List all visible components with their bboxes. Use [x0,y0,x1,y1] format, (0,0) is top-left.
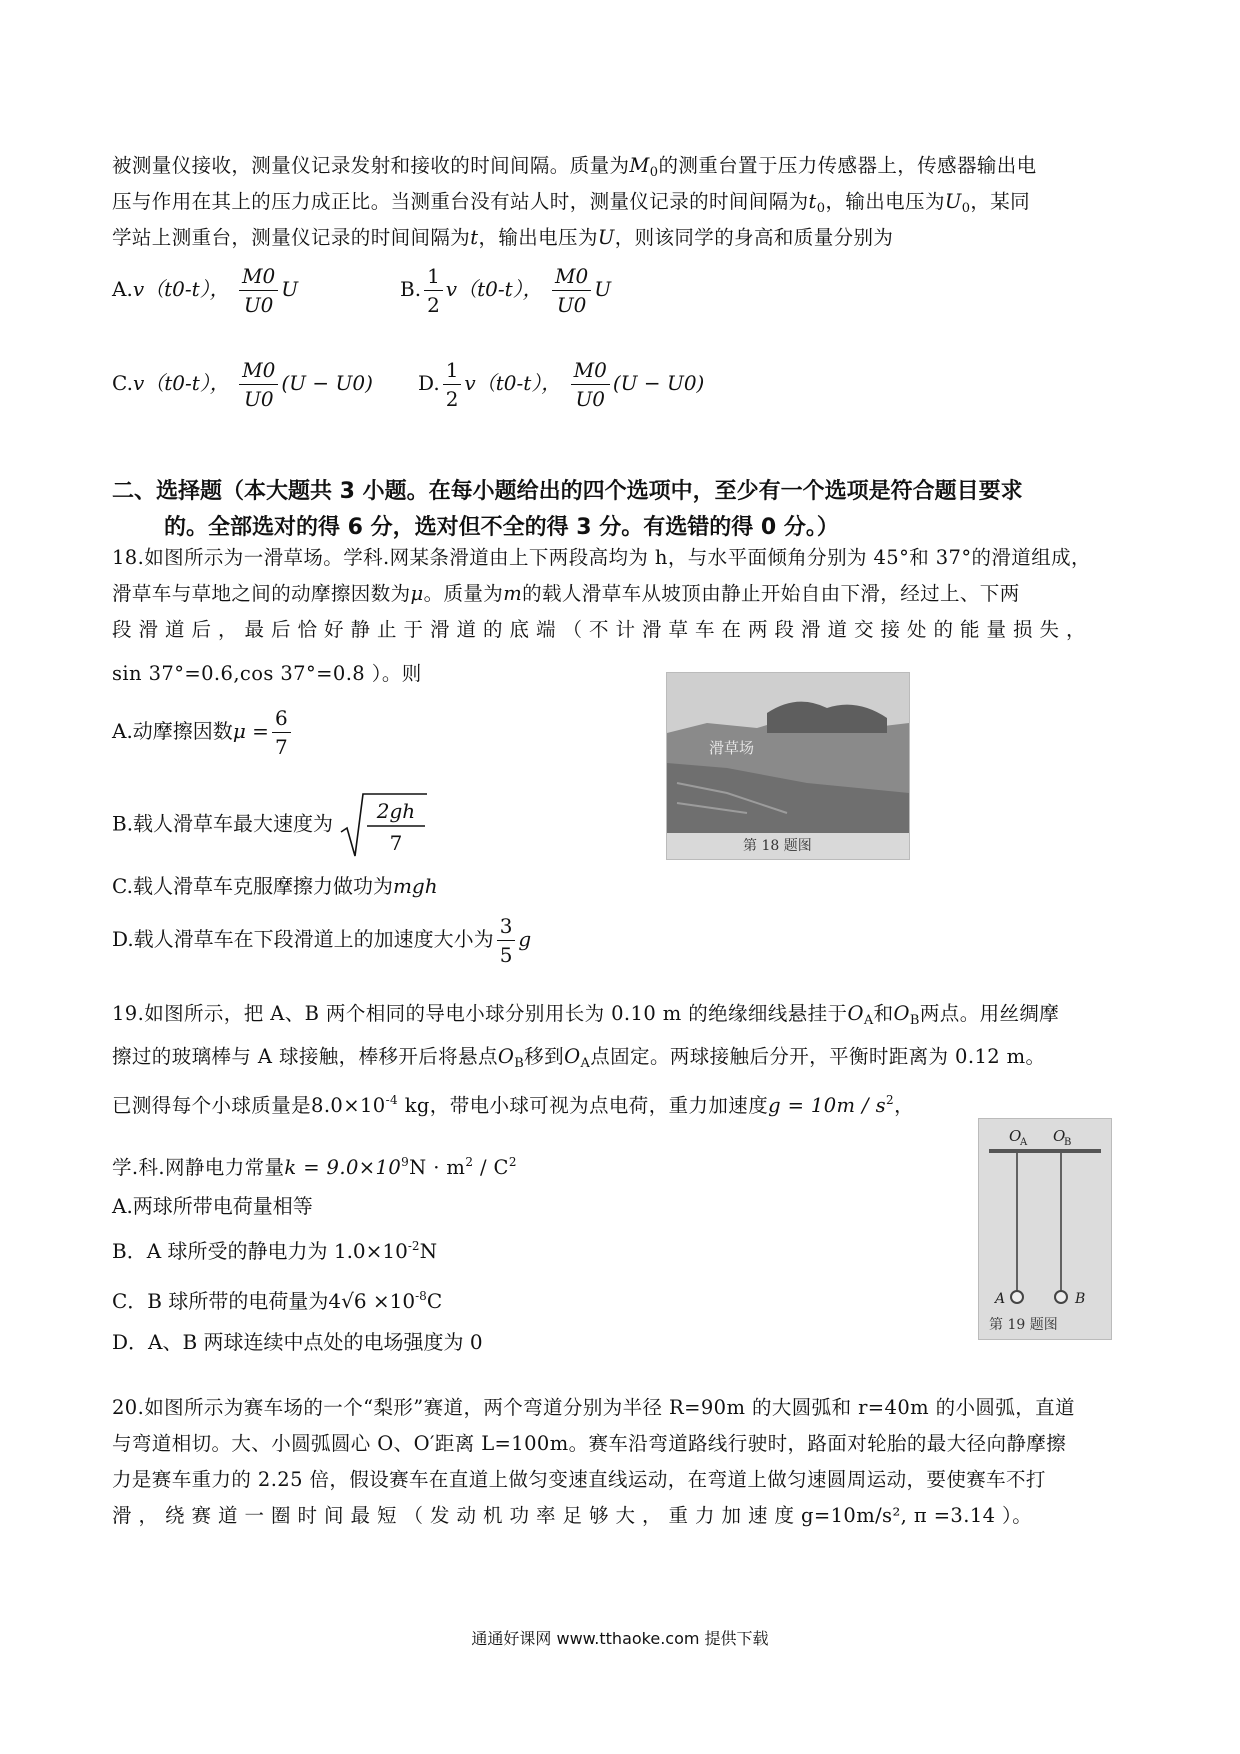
label-oa-sub: A [1020,1137,1028,1148]
half-fraction: $\frac{1}{2}$ [424,262,443,319]
q18-option-d: D.载人滑草车在下段滑道上的加速度大小为 $\frac{3}{5}$ g [112,914,532,967]
mass-fraction: $\frac{M0}{U0}$ [552,262,591,319]
q17-option-b: B. $\frac{1}{2}$ v（t0-t）， $\frac{M0}{U0}$ U [400,264,612,317]
sqrt-expression [339,790,429,860]
label-ob: O [1053,1127,1066,1145]
q17-option-a: A.v（t0-t）， $\frac{M0}{U0}$ U [112,264,299,317]
ball-b-label: B [1075,1291,1086,1307]
q18-option-a: A.动摩擦因数μ = $\frac{6}{7}$ [112,704,294,761]
sqrt-denominator: 7 [390,831,403,855]
friction-fraction: $\frac{6}{7}$ [272,704,291,761]
figure-19-caption: 第 19 题图 [989,1317,1058,1333]
hillside-photo-icon [667,673,909,833]
accel-fraction: $\frac{3}{5}$ [497,912,516,969]
grass-field-sign: 滑草场 [709,739,755,757]
mass-fraction: $\frac{M0}{U0}$ [239,356,278,413]
q18-option-c: C.载人滑草车克服摩擦力做功为mgh [112,874,438,898]
q19-constants-2: 学.科.网静电力常量$k = 9.0\times 10^9N \cdot m^2 / C^2$ [112,1155,517,1179]
hanging-balls-diagram-icon [979,1119,1111,1339]
q18-option-b: B.载人滑草车最大速度为 2gh 7 [112,790,429,860]
q19-option-a: A.两球所带电荷量相等 [112,1194,313,1218]
grass-slide-photo [666,672,910,860]
half-fraction: $\frac{1}{2}$ [443,356,462,413]
intro-line-3: 学站上测重台，测量仪记录的时间间隔为t，输出电压为U，则该同学的身高和质量分别为 [112,226,894,249]
q18-stem: 18.如图所示为一滑草场。学科.网某条滑道由上下两段高均为 h，与水平面倾角分别为 45°和 37°的滑道组成， 滑草车与草地之间的动摩擦因数为μ。质量为m的载人滑草车从坡顶由静止开始自由下滑，经过上、下两 段 滑 道 后 ， 最 后 恰 好 静 止 于 滑 道 的 底 端 （ 不 计 滑 草 车 在 两 段 滑 道 交 接 处 的 能 量 损 失 ， [112,546,1091,641]
figure-18-caption: 第 18 题图 [743,838,812,854]
sqrt-symbol-icon [339,790,429,860]
q19-option-d: D．A、B 两球连续中点处的电场强度为 0 [112,1330,483,1354]
q19-option-b: B．A 球所受的静电力为 $1.0\times 10^{-2}N$ [112,1239,438,1263]
intro-line-2: 压与作用在其上的压力成正比。当测重台没有站人时，测量仪记录的时间间隔为$t_0$，输出电压为$U_0$，某同 [112,190,1031,216]
label-ob-sub: B [1064,1137,1072,1148]
mass-fraction: $\frac{M0}{U0}$ [571,356,610,413]
ball-a-label: A [995,1291,1006,1307]
pendulum-figure [978,1118,1112,1340]
page-footer: 通通好课网 www.tthaoke.com 提供下载 [471,1629,769,1648]
intro-line-1: 被测量仪接收，测量仪记录发射和接收的时间间隔。质量为$M_0$的测重台置于压力传感器上，传感器输出电 [112,154,1037,180]
mass-fraction: $\frac{M0}{U0}$ [239,262,278,319]
q17-option-d: D. $\frac{1}{2}$ v（t0-t）， $\frac{M0}{U0}$ (U − U0) [418,358,705,411]
label-oa: O [1009,1127,1022,1145]
q20-stem: 20.如图所示为赛车场的一个“梨形”赛道，两个弯道分别为半径 R=90m 的大圆弧和 r=40m 的小圆弧，直道 与弯道相切。大、小圆弧圆心 O、O′距离 L=100m。赛车沿弯道路线行驶时，路面对轮胎的最大径向静摩擦 力是赛车重力的 2.25 倍，假设赛车在直道上做匀变速直线运动，在弯道上做匀速圆周运动，要使赛车不打 滑 ， 绕 赛 道 一 圈 时 间 最 短 （ 发 动 机 功 率 足 够 大 ， 重 力 加 速 度 g=10m/s², π =3.14 ）。 [112,1396,1075,1527]
q19-stem: 19.如图所示，把 A、B 两个相同的导电小球分别用长为 0.10 m 的绝缘细线悬挂于$O_A$和$O_B$两点。用丝绸摩 擦过的玻璃棒与 A 球接触，棒移开后将悬点$O_B$移到$O_A$点固定。两球接触后分开，平衡时距离为 0.12 m。 [112,1002,1060,1071]
q19-option-c: C．B 球所带的电荷量为$4√6 \times 10^{-8}C$ [112,1289,443,1313]
q17-option-c: C.v（t0-t）， $\frac{M0}{U0}$ (U − U0) [112,358,373,411]
section-heading: 二、选择题（本大题共 3 小题。在每小题给出的四个选项中，至少有一个选项是符合题目要求 的。全部选对的得 6 分，选对但不全的得 3 分。有选错的得 0 分。） [112,479,1023,540]
q19-constants-1: 已测得每个小球质量是$8.0\times 10^{-4}$ kg，带电小球可视为点电荷，重力加速度$g = 10m / s^2$， [112,1093,914,1117]
q18-trig-values: sin 37°=0.6,cos 37°=0.8 ）。则 [112,662,422,685]
sqrt-numerator: 2gh [377,799,416,823]
